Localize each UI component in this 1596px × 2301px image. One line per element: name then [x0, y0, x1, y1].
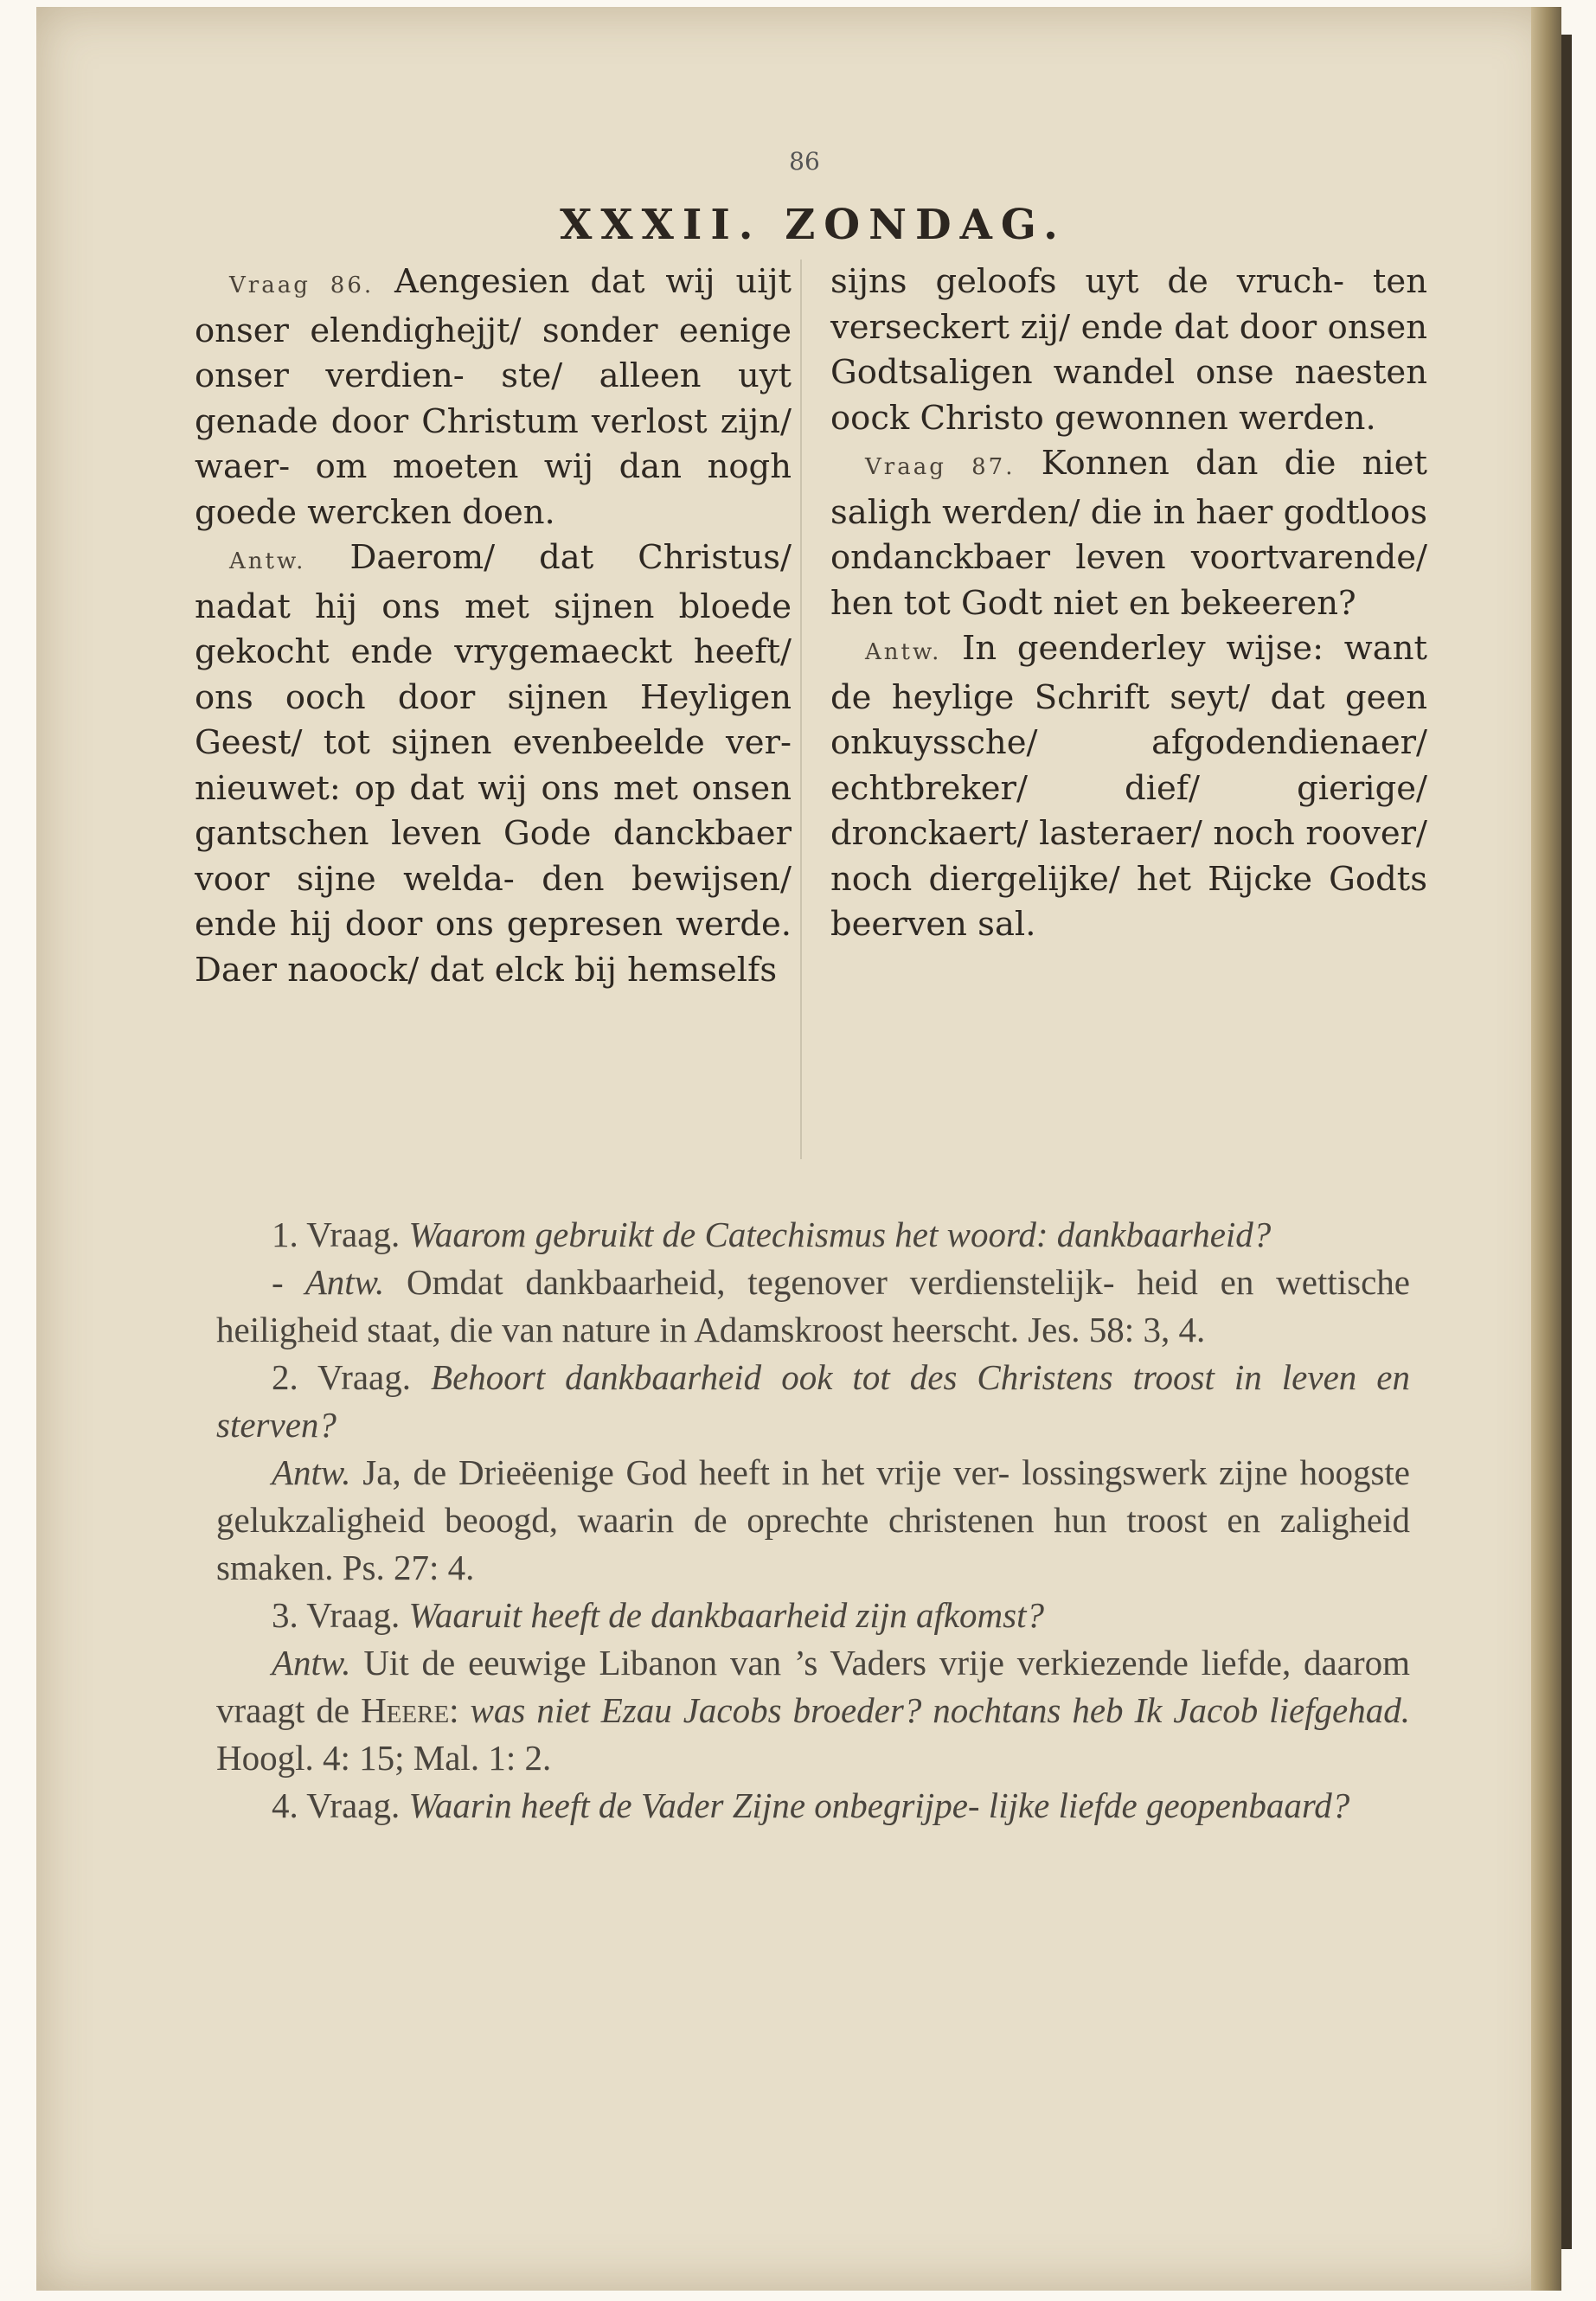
note-3-question [216, 1592, 1410, 1639]
page-number: 86 [789, 147, 820, 176]
note-3-quote: was niet Ezau Jacobs broeder? nochtans heb Ik Jacob liefgehad. [470, 1690, 1410, 1730]
commentary-notes [216, 1211, 1410, 1830]
note-3-reference: Hoogl. 4: 15; Mal. 1: 2. [216, 1738, 552, 1778]
note-2-question-text: Behoort dankbaarheid ook tot des Christens troost in leven en sterven? [216, 1357, 1411, 1445]
answer-86-text: Daerom/ dat Christus/ nadat hij ons met sijnen bloede gekocht ende vrygemaeckt heeft/ ons ooch door sijnen Heyligen Geest/ tot sijnen evenbeelde ver- nieuwet: op dat wij ons met onsen gantschen leven Gode danckbaer voor sijne welda- den bewijsen/ ende hij door ons gepresen werde. Daer naoock/ dat elck bij hemselfs [195, 538, 792, 990]
note-1-question-prefix: 1. Vraag. [272, 1215, 401, 1254]
note-4-question-text: Waarin heeft de Vader Zijne onbegrijpe- lijke liefde geopenbaard? [408, 1785, 1350, 1825]
note-1-question-text: Waarom gebruikt de Catechismus het woord: dankbaarheid? [408, 1215, 1272, 1254]
note-2-answer-prefix: Antw. [272, 1452, 351, 1492]
answer-86-label: Antw. [229, 548, 306, 574]
question-87-label: Vraag 87. [865, 454, 1016, 480]
answer-87 [830, 626, 1427, 948]
note-3-answer [216, 1639, 1410, 1782]
left-column [195, 260, 792, 993]
question-86 [195, 260, 792, 535]
question-86-label: Vraag 86. [229, 272, 375, 298]
answer-87-label: Antw. [865, 639, 942, 665]
column-divider [800, 260, 802, 1159]
note-1-question [216, 1211, 1410, 1259]
section-heading: XXXII. ZONDAG. [560, 201, 1067, 249]
page-edge [1531, 7, 1561, 2291]
question-86-text: Aengesien dat wij uijt onser elendighejjt/ sonder eenige onser verdien- ste/ alleen uyt genade door Christum verlost zijn/ waer- om moeten wij dan nogh goede wercken doen. [195, 262, 792, 532]
question-87-text: Konnen dan die niet saligh werden/ die in haer godtloos ondanckbaer leven voortvarende/ hen tot Godt niet en bekeeren? [830, 444, 1428, 623]
note-4-question [216, 1782, 1410, 1830]
note-1-answer-prefix: - Antw. [272, 1262, 385, 1302]
note-3-question-text: Waaruit heeft de dankbaarheid zijn afkomst? [408, 1595, 1045, 1635]
binding-shadow [1561, 35, 1572, 2249]
note-4-question-prefix: 4. Vraag. [272, 1785, 401, 1825]
note-3-answer-prefix: Antw. [272, 1643, 351, 1682]
note-2-answer-text: Ja, de Drieëenige God heeft in het vrije ver- lossingswerk zijne hoogste gelukzaligheid beoogd, waarin de oprechte christenen hun troost en zaligheid smaken. Ps. 27: 4. [216, 1452, 1410, 1587]
note-3-heere: Heere: [361, 1690, 459, 1730]
right-column [830, 260, 1427, 948]
note-1-answer-text: Omdat dankbaarheid, tegenover verdienstelijk- heid en wettische heiligheid staat, die van nature in Adamskroost heerscht. Jes. 58: 3, 4. [216, 1262, 1410, 1349]
question-87 [830, 441, 1427, 626]
note-3-answer-text: Uit de eeuwige Libanon van ’s Vaders vrije verkiezende liefde, daarom vraagt de [216, 1643, 1410, 1730]
answer-87-text: In geenderley wijse: want de heylige Schrift seyt/ dat geen onkuyssche/ afgodendienaer/ echtbreker/ dief/ gierige/ dronckaert/ lasteraer/ noch roover/ noch diergelijke/ het Rijcke Godts beerven sal. [830, 629, 1427, 944]
note-2-answer [216, 1449, 1410, 1592]
note-2-question [216, 1354, 1410, 1449]
answer-86-continued: sijns geloofs uyt de vruch- ten verseckert zij/ ende dat door onsen Godtsaligen wandel onse naesten oock Christo gewonnen werden. [830, 262, 1427, 438]
note-3-question-prefix: 3. Vraag. [272, 1595, 401, 1635]
answer-86 [195, 535, 792, 993]
note-1-answer [216, 1259, 1410, 1354]
note-2-question-prefix: 2. Vraag. [272, 1357, 411, 1397]
